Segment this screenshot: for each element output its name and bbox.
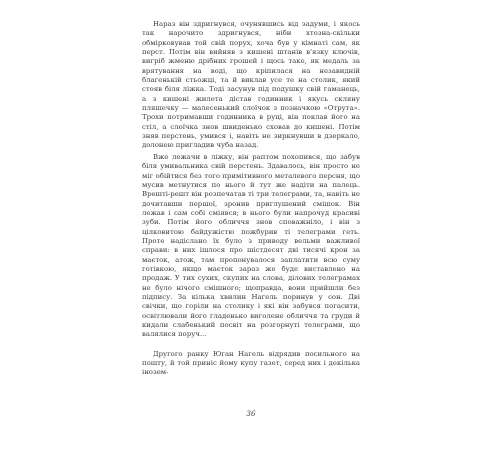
body-text <box>142 20 360 378</box>
paragraph-3: Другого ранку Юган Нагель відрядив посильного на пошту, й той приніс йому купу газет, серед них і декілька інозем- <box>142 349 360 377</box>
paragraph-2: Вже лежачи в ліжку, він раптом похопився, що забув біля умивальника свій перстень. Здавалось, він просто не міг обійтися без того примітивного металевого персня, що мусив метнутися по нього й тут же надіти на палець. Врешті-решт він розпечатав ті три телеграми, та, навіть не дочитавши першої, зронив приглушений смішок. Він лежав і сам собі сміявся; в нього були напрочуд красиві зуби. Потім його обличчя знов споважніло, і він з цілковитою байдужістю пожбурив ті телеграми геть. Проте надіслано їх було з приводу вельми важливої справи: в них ішлося про шістдесят дві тисячі крон за маєток, атож, там пропонувалося заплатити всю суму готівкою, якщо маєток зараз же буде виставлено на продаж. У тих сухих, скупих на слова, ділових телеграмах не було нічого смішного; щоправда, вони прийшли без підпису. За кілька хвилин Нагель поринув у сон. Дві свічки, що горіли на столику і які він забувся погасити, освітлювали його гладенько виголене обличчя та груди й кидали слабенький посвіт на розгорнуті телеграми, що валялися поруч... <box>142 152 360 339</box>
page-number: 36 <box>246 409 256 418</box>
paragraph-1: Нараз він здригнувся, очунявшись від задуми, і якось так нарочито здригнувся, ніби хтозна-скільки обмірковував той свій порух, хоча був у кімнаті сам, як перст. Потім він вийняв з кишені штанів в'язку ключів, вигріб жменю дрібних грошей і щось таке, як медаль за врятування на воді, що кріпилася на незавидній благенькій стьожці, та й виклав усе те на столик, який стояв біля ліжка. Тоді засунув під подушку свій гаманець, а з кишені жилета дістав годинник і якусь скляну пляшечку — малесенький слоїчок з позначкою «Отрута». Трохи потримавши годинника в руці, він поклав його на стіл, а слоїчка знов швиденько сховав до кишені. Потім зняв перстень, умився і, навіть не зиркнувши в дзеркало, долонею пригладив чуба назад. <box>142 20 360 150</box>
